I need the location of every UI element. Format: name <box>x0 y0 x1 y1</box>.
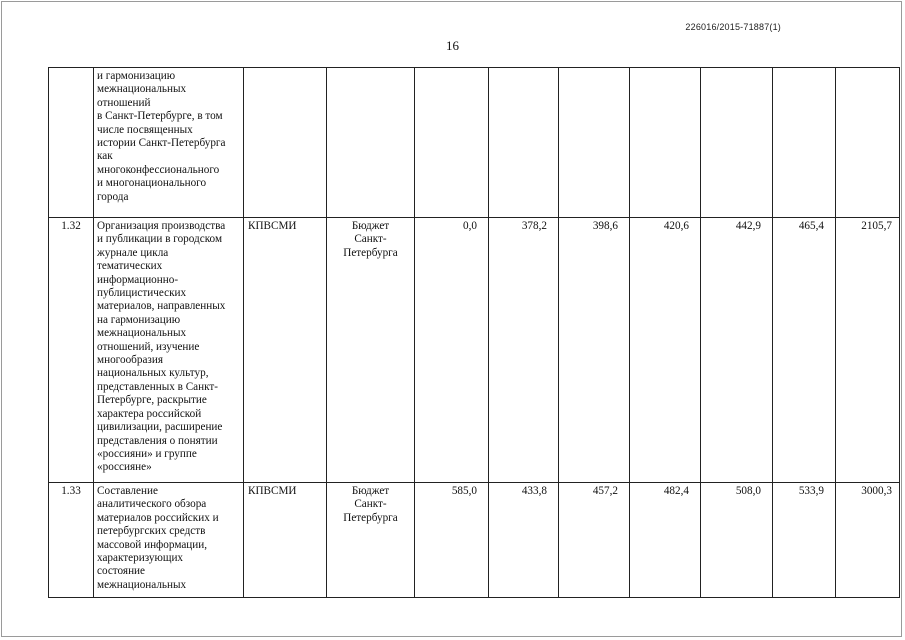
activity-name-line: информационно- <box>97 273 179 286</box>
activity-name-line: многоконфессионального <box>97 163 220 176</box>
activity-name-line: на гармонизацию <box>97 313 181 326</box>
total-cell <box>836 68 900 218</box>
activity-name-line: истории Санкт-Петербурга <box>97 137 226 150</box>
total-cell: 2105,7 <box>836 218 900 483</box>
activity-name-line: национальных культур, <box>97 367 209 380</box>
value-cell: 465,4 <box>773 218 836 483</box>
activity-name-line: Составление <box>97 485 158 497</box>
total-cell: 3000,3 <box>836 483 900 598</box>
activity-name-line: Организация производства <box>97 220 226 232</box>
value-cell: 508,0 <box>701 483 773 598</box>
value-cell <box>630 68 701 218</box>
activity-name-line: публицистических <box>97 287 187 300</box>
funding-source-line: Петербурга <box>343 511 398 524</box>
activity-name-line: представления о понятии <box>97 434 218 447</box>
activity-name-line: в Санкт-Петербурге, в том <box>97 110 223 123</box>
value-cell <box>701 68 773 218</box>
activity-name-line: аналитического обзора <box>97 498 207 511</box>
row-number-cell: 1.33 <box>49 483 94 598</box>
activity-name-cell <box>94 483 244 598</box>
activity-name-line: «россияни» и группе <box>97 447 197 460</box>
value-cell: 378,2 <box>489 218 559 483</box>
activity-name-line: и гармонизацию <box>97 70 176 82</box>
executor-cell <box>244 68 327 218</box>
value-cell <box>559 68 630 218</box>
activity-name-line: межнациональных <box>97 83 187 96</box>
activity-name-line: тематических <box>97 260 163 273</box>
activity-name-line: и многонационального <box>97 177 207 190</box>
funding-source-line: Бюджет <box>351 220 390 232</box>
document-id: 226016/2015-71887(1) <box>685 22 781 32</box>
activity-name-line: характера российской <box>97 407 202 420</box>
value-cell: 0,0 <box>415 218 489 483</box>
activity-name-line: состояние <box>97 565 146 578</box>
activity-name-line: цивилизации, расширение <box>97 421 223 434</box>
activity-name-cell <box>94 218 244 483</box>
row-number-cell: 1.32 <box>49 218 94 483</box>
value-cell <box>773 68 836 218</box>
activity-name-line: Петербурге, раскрытие <box>97 394 207 407</box>
value-cell: 398,6 <box>559 218 630 483</box>
value-cell: 433,8 <box>489 483 559 598</box>
activity-name-line: числе посвященных <box>97 123 193 136</box>
executor-cell: КПВСМИ <box>244 483 327 598</box>
activity-name-line: массовой информации, <box>97 538 208 551</box>
activity-name-line: многообразия <box>97 354 163 367</box>
value-cell: 533,9 <box>773 483 836 598</box>
activity-name-line: города <box>97 190 129 203</box>
activity-name-line: отношений, изучение <box>97 340 200 353</box>
funding-source-line: Санкт- <box>354 233 387 246</box>
activity-name-line: отношений <box>97 96 151 109</box>
activity-name-line: и публикации в городском <box>97 233 223 246</box>
activity-name-line: представленных в Санкт- <box>97 380 219 393</box>
funding-source-line: Санкт- <box>354 498 387 511</box>
value-cell: 442,9 <box>701 218 773 483</box>
funding-source-cell <box>327 218 415 483</box>
value-cell <box>489 68 559 218</box>
funding-source-cell <box>327 68 415 218</box>
table-row <box>49 218 900 483</box>
funding-source-line: Петербурга <box>343 246 398 259</box>
table-row <box>49 68 900 218</box>
activity-name-line: как <box>97 150 113 163</box>
value-cell: 420,6 <box>630 218 701 483</box>
activity-name-line: межнациональных <box>97 578 187 591</box>
activity-name-line: материалов, направленных <box>97 300 226 313</box>
table-row <box>49 483 900 598</box>
page-number: 16 <box>446 38 459 53</box>
funding-source-line: Бюджет <box>351 485 390 497</box>
value-cell <box>415 68 489 218</box>
value-cell: 457,2 <box>559 483 630 598</box>
row-number-cell <box>49 68 94 218</box>
activity-name-line: «россияне» <box>97 461 152 474</box>
program-activities-table <box>48 67 900 598</box>
activity-name-line: журнале цикла <box>97 246 169 259</box>
value-cell: 482,4 <box>630 483 701 598</box>
funding-source-cell <box>327 483 415 598</box>
activity-name-line: межнациональных <box>97 327 187 340</box>
activity-name-line: материалов российских и <box>97 511 219 524</box>
value-cell: 585,0 <box>415 483 489 598</box>
executor-cell: КПВСМИ <box>244 218 327 483</box>
activity-name-cell <box>94 68 244 218</box>
activity-name-line: петербургских средств <box>97 525 206 538</box>
activity-name-line: характеризующих <box>97 552 184 565</box>
